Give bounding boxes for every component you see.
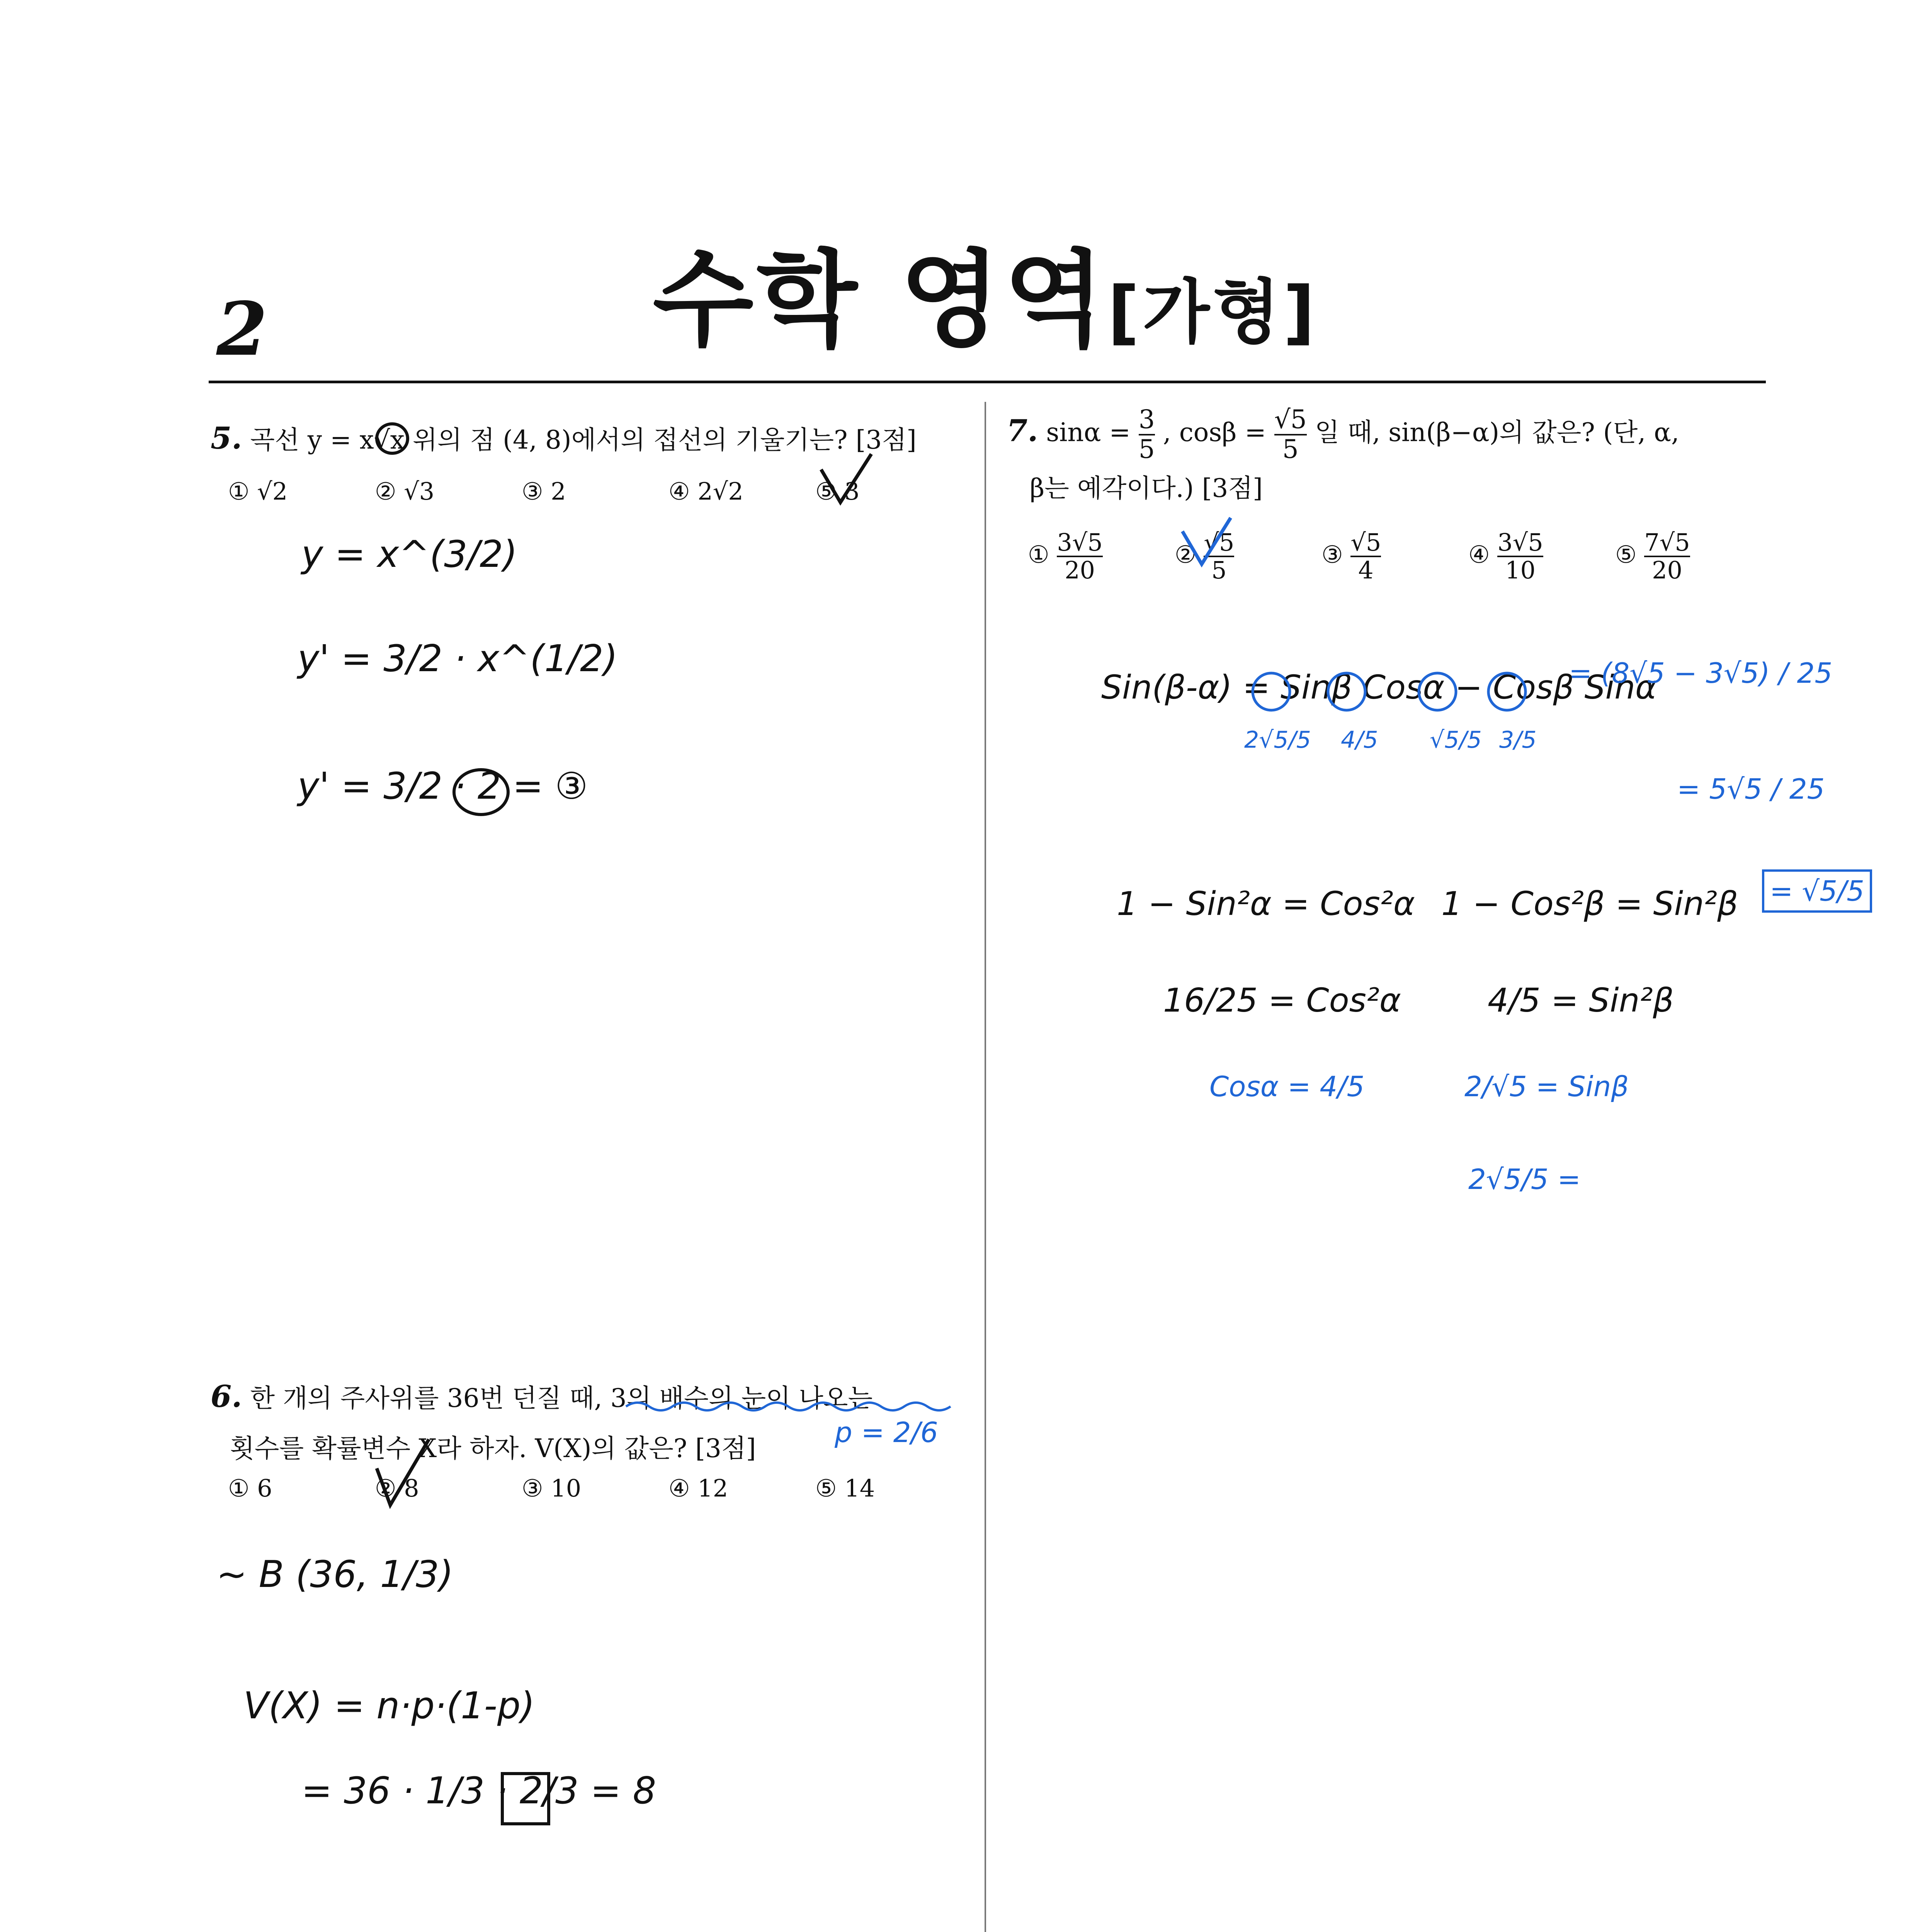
title-sub: [가형] (1107, 272, 1318, 353)
q7-choice-5[interactable]: ⑤ $\frac{7√5}{20}$ (1615, 528, 1690, 585)
q5-work-1: y = x^(3/2) (301, 533, 518, 576)
q7-choice-4[interactable]: ④ $\frac{3√5}{10}$ (1468, 528, 1543, 585)
q7-work-right-1: 1 − Cos²β = Sin²β (1441, 885, 1738, 923)
q7-frac-sin-den: 5 (1138, 434, 1155, 464)
q7-work-sub-1: 2√5/5 (1244, 726, 1311, 753)
q7-work-result-2: = 5√5 / 25 (1677, 773, 1825, 805)
q5-choice-1[interactable]: ① √2 (228, 477, 288, 505)
page-number: 2 (216, 286, 268, 372)
header-rule (209, 381, 1766, 383)
q6-choice-2[interactable]: ② 8 (375, 1474, 419, 1502)
q6-margin-note: p = 2/6 (835, 1416, 938, 1449)
question-7-line2 (1007, 463, 1760, 514)
q5-choice-2[interactable]: ② √3 (375, 477, 435, 505)
q7-work-left-3: Cosα = 4/5 (1209, 1070, 1365, 1103)
question-6-choices (228, 1474, 962, 1513)
question-6-text-2: 횟수를 확률변수 X라 하자. V(X)의 값은? [3점] (230, 1434, 756, 1463)
q7-work-left-1: 1 − Sin²α = Cos²α (1117, 885, 1415, 923)
question-6-line1 (211, 1372, 964, 1423)
q7-sin-alpha: sinα = (1046, 417, 1131, 447)
q7-work-right-4: 2√5/5 = (1468, 1163, 1581, 1196)
q7-choice-3[interactable]: ③ $\frac{√5}{4}$ (1321, 528, 1381, 585)
q7-frac-cos-den: 5 (1282, 434, 1299, 464)
question-5-number: 5. (211, 421, 242, 456)
question-6-number: 6. (211, 1379, 242, 1414)
q7-work-right-2: 4/5 = Sin²β (1488, 981, 1674, 1020)
q5-choice-5[interactable]: ⑤ 3 (815, 477, 860, 505)
q7-work-sub-3: √5/5 (1430, 726, 1482, 753)
question-7 (1007, 406, 1760, 514)
q5-work-2: y' = 3/2 · x^(1/2) (298, 638, 618, 680)
q7-work-main: Sin(β-α) = Sinβ Cosα − Cosβ Sinα (1101, 668, 1657, 707)
question-6-text-1: 한 개의 주사위를 36번 던질 때, 3의 배수의 눈이 나오는 (250, 1383, 873, 1413)
q6-choice-3[interactable]: ③ 10 (522, 1474, 582, 1502)
question-5-text: 곡선 y = x√x 위의 점 (4, 8)에서의 접선의 기울기는? [3점] (250, 425, 917, 455)
question-5 (211, 413, 964, 465)
page-title (0, 216, 1932, 366)
q7-work-result-3: = √5/5 (1762, 869, 1872, 913)
question-5-stem (211, 413, 964, 465)
q7-frac-sin-num: 3 (1138, 405, 1155, 434)
q5-work-3: y' = 3/2 · 2 = ③ (298, 765, 588, 808)
q6-work-1: ~ B (36, 1/3) (216, 1553, 454, 1596)
question-7-choices (1028, 529, 1762, 607)
q7-work-sub-2: 4/5 (1341, 726, 1378, 753)
q7-choice-2[interactable]: ② $\frac{√5}{5}$ (1175, 528, 1235, 585)
column-divider (985, 402, 986, 1932)
q7-cos-beta: , cosβ = (1163, 417, 1266, 447)
q6-work-2: V(X) = n·p·(1-p) (243, 1685, 535, 1727)
q7-work-left-2: 16/25 = Cos²α (1163, 981, 1401, 1020)
question-5-choices (228, 477, 962, 516)
q7-work-right-3: 2/√5 = Sinβ (1464, 1070, 1629, 1103)
q5-choice-3[interactable]: ③ 2 (522, 477, 566, 505)
q7-work-sub-4: 3/5 (1499, 726, 1537, 753)
title-main: 수학 영역 (653, 239, 1108, 361)
q6-choice-5[interactable]: ⑤ 14 (815, 1474, 875, 1502)
q6-choice-1[interactable]: ① 6 (228, 1474, 272, 1502)
q5-choice-4[interactable]: ④ 2√2 (668, 477, 743, 505)
q7-choice-1[interactable]: ① $\frac{3√5}{20}$ (1028, 528, 1103, 585)
q7-question-tail: 일 때, sin(β−α)의 값은? (단, α, (1315, 417, 1679, 447)
q6-work-3: = 36 · 1/3 · 2/3 = 8 (301, 1770, 656, 1812)
q7-condition: β는 예각이다.) [3점] (1030, 473, 1263, 503)
q7-work-result-1: = (8√5 − 3√5) / 25 (1569, 657, 1833, 689)
q7-frac-cos-num: √5 (1274, 405, 1307, 434)
question-7-number: 7. (1007, 413, 1038, 449)
q7-frac-cos (1274, 406, 1307, 463)
question-7-line1 (1007, 406, 1760, 463)
q7-frac-sin (1139, 406, 1155, 463)
q6-choice-4[interactable]: ④ 12 (668, 1474, 728, 1502)
